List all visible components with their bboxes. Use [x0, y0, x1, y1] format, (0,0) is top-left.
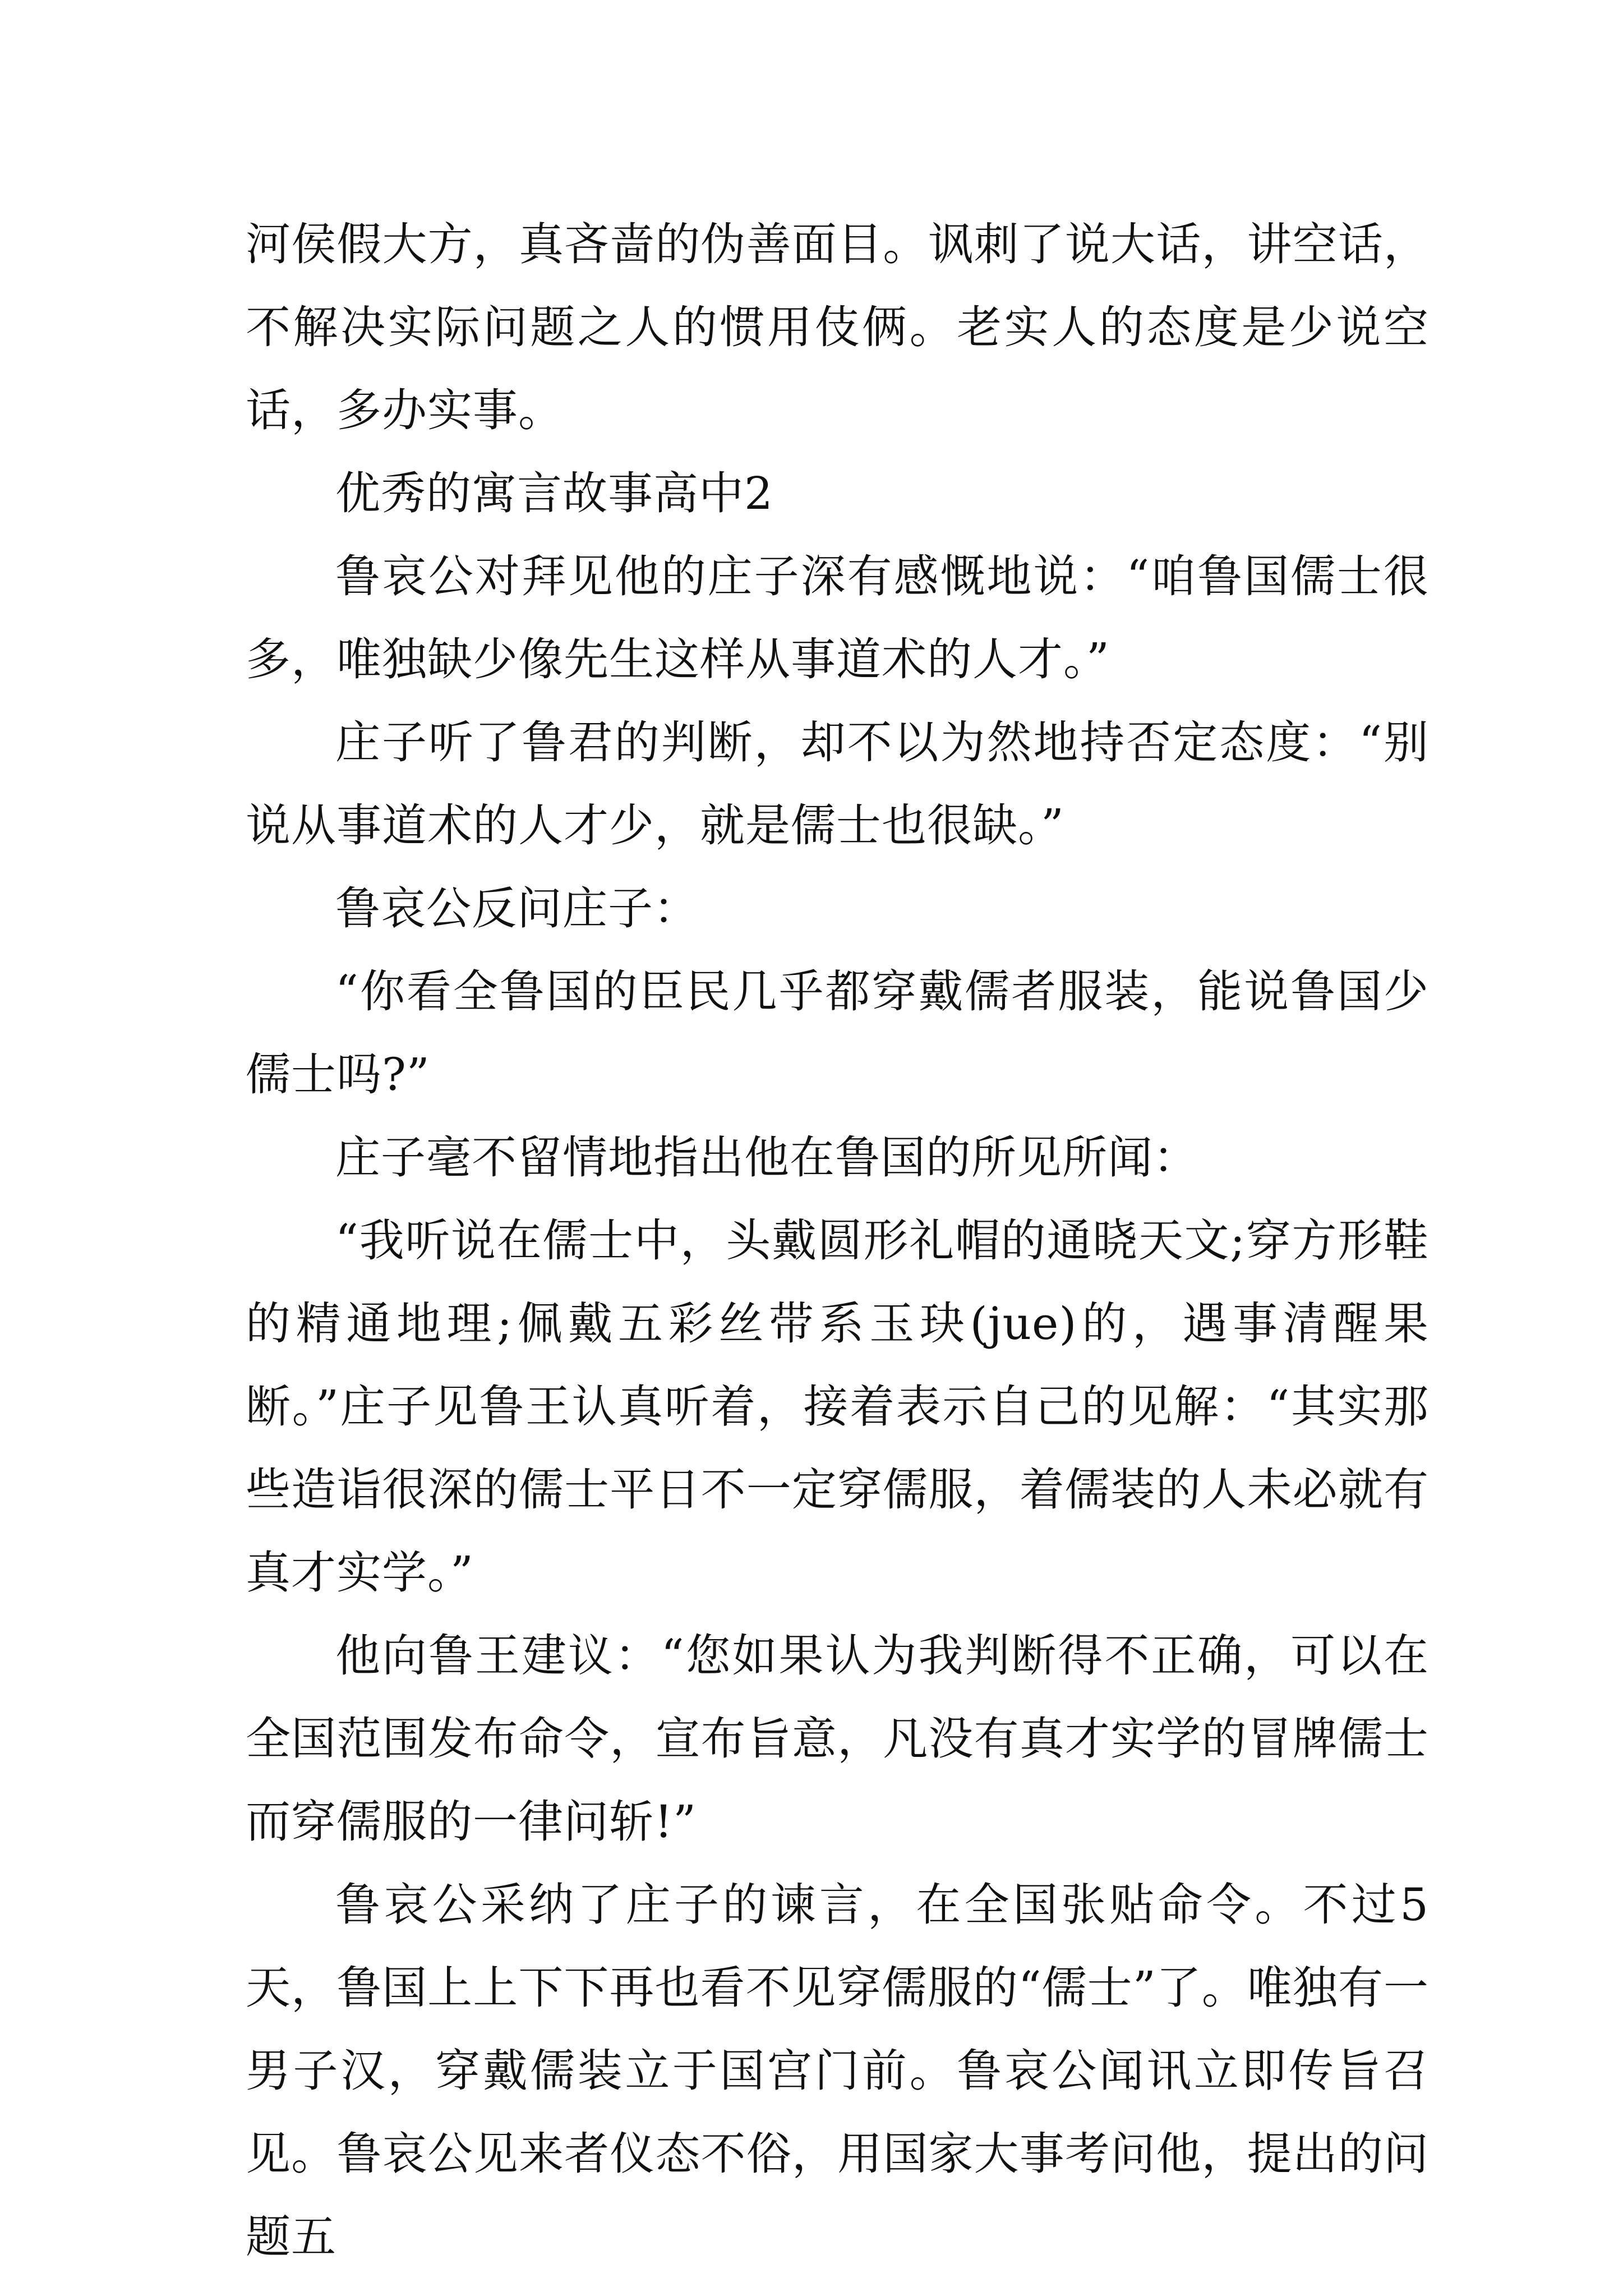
paragraph: 鲁哀公反问庄子：	[335, 882, 699, 935]
paragraph: “我听说在儒士中，头戴圆形礼帽的通晓天文;穿方形鞋的精通地理;佩戴五彩丝带系玉玦(jue)的，遇事清醒果断。”庄子见鲁王认真听着，接着表示自己的见解：“其实那些造诣很深的儒士平日不一定穿儒服，着儒装的人未必就有真才实学。”	[246, 1214, 1429, 1599]
paragraph: 鲁哀公对拜见他的庄子深有感慨地说：“咱鲁国儒士很多，唯独缺少像先生这样从事道术的人才。”	[246, 550, 1429, 685]
paragraph: 鲁哀公采纳了庄子的谏言，在全国张贴命令。不过5天，鲁国上上下下再也看不见穿儒服的“儒士”了。唯独有一男子汉，穿戴儒装立于国宫门前。鲁哀公闻讯立即传旨召见。鲁哀公见来者仪态不俗，用国家大事考问他，提出的问题五	[246, 1879, 1429, 2263]
paragraph: 庄子毫不留情地指出他在鲁国的所见所闻：	[335, 1131, 1198, 1184]
paragraph: 他向鲁王建议：“您如果认为我判断得不正确，可以在全国范围发布命令，宣布旨意，凡没有真才实学的冒牌儒士而穿儒服的一律问斩!”	[246, 1630, 1429, 1848]
section-heading: 优秀的寓言故事高中2	[335, 467, 773, 519]
paragraph: “你看全鲁国的臣民几乎都穿戴儒者服装，能说鲁国少儒士吗?”	[246, 965, 1429, 1101]
paragraph-continuation: 河侯假大方，真吝啬的伪善面目。讽刺了说大话，讲空话，不解决实际问题之人的惯用伎俩。老实人的态度是少说空话，多办实事。	[246, 218, 1429, 436]
paragraph: 庄子听了鲁君的判断，却不以为然地持否定态度：“别说从事道术的人才少，就是儒士也很缺。”	[246, 716, 1429, 852]
document-body	[246, 203, 1429, 2279]
